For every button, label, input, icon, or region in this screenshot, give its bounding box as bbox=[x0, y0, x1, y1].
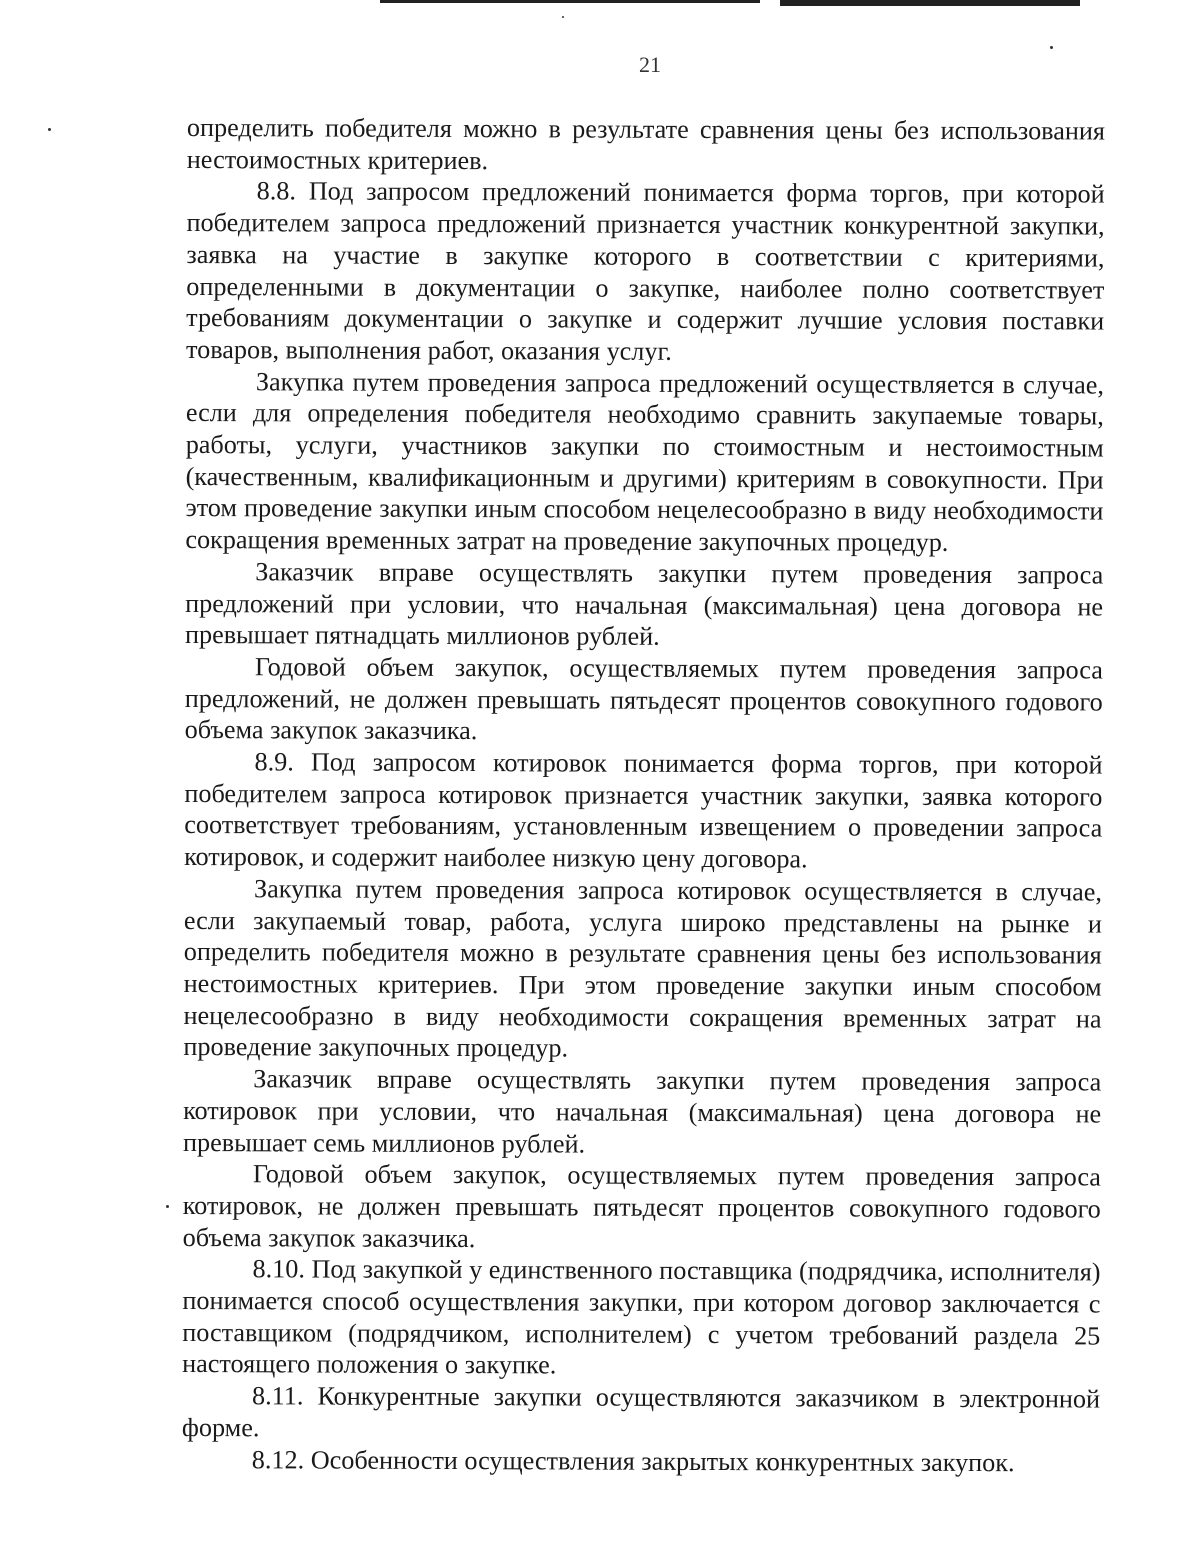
scan-edge-mark bbox=[780, 0, 1080, 6]
scan-speck bbox=[166, 1205, 169, 1208]
paragraph: Заказчик вправе осуществлять закупки путем проведения запроса котировок при условии, что начальная (максимальная) цена договора не превышает семь миллионов рублей. bbox=[182, 1064, 1102, 1159]
paragraph: Заказчик вправе осуществлять закупки путем проведения запроса предложений при условии, что начальная (максимальная) цена договора не превышает пятнадцать миллионов рублей. bbox=[184, 557, 1104, 652]
paragraph: Закупка путем проведения запроса котировок осуществляется в случае, если закупаемый товар, работа, услуга широко представлены на рынке и определить победителя можно в результате сравнения цены без использования нестоимостных критериев. При этом проведение закупки иным способом нецелесообразно в виду необходимости сокращения временных затрат на проведение закупочных процедур. bbox=[183, 874, 1103, 1063]
paragraph: определить победителя можно в результате сравнения цены без использования нестоимостных критериев. bbox=[186, 112, 1105, 175]
scan-speck bbox=[562, 16, 564, 18]
scan-edge-mark bbox=[380, 0, 760, 3]
paragraph: 8.11. Конкурентные закупки осуществляются заказчиком в электронной форме. bbox=[181, 1381, 1101, 1443]
paragraph: Годовой объем закупок, осуществляемых путем проведения запроса предложений, не должен превышать пятьдесят процентов совокупного годового объема закупок заказчика. bbox=[184, 652, 1103, 746]
document-body bbox=[182, 112, 1105, 1479]
paragraph: Закупка путем проведения запроса предложений осуществляется в случае, если для определения победителя необходимо сравнить закупаемые товары, работы, услуги, участников закупки по стоимостным и нестоимостным (качественным, квалификационным и другими) критериям в совокупности. При этом проведение закупки иным способом нецелесообразно в виду необходимости сокращения временных затрат на проведение закупочных процедур. bbox=[185, 366, 1105, 558]
scan-speck bbox=[48, 128, 51, 131]
paragraph: 8.9. Под запросом котировок понимается форма торгов, при которой победителем запроса котировок признается участник закупки, заявка которого соответствует требованиям, установленным извещением о проведении запроса котировок, и содержит наиболее низкую цену договора. bbox=[184, 747, 1103, 874]
paragraph: 8.12. Особенности осуществления закрытых конкурентных закупок. bbox=[251, 1444, 1015, 1477]
page-number: 21 bbox=[639, 52, 661, 77]
paragraph: Годовой объем закупок, осуществляемых путем проведения запроса котировок, не должен превышать пятьдесят процентов совокупного годового объема закупок заказчика. bbox=[182, 1159, 1101, 1253]
paragraph: 8.10. Под закупкой у единственного поставщика (подрядчика, исполнителя) понимается способ осуществления закупки, при котором договор заключается с поставщиком (подрядчиком, исполнителем) с учетом требований раздела 25 настоящего положения о закупке. bbox=[182, 1254, 1101, 1380]
paragraph: 8.8. Под запросом предложений понимается форма торгов, при которой победителем запроса предложений признается участник конкурентной закупки, заявка на участие в закупке которого в соответствии с критериями, определенными в документации о закупке, наиболее полно соответствует требованиям документации о закупке и содержит лучшие условия поставки товаров, выполнения работ, оказания услуг. bbox=[186, 176, 1105, 366]
scan-speck bbox=[1050, 46, 1053, 49]
